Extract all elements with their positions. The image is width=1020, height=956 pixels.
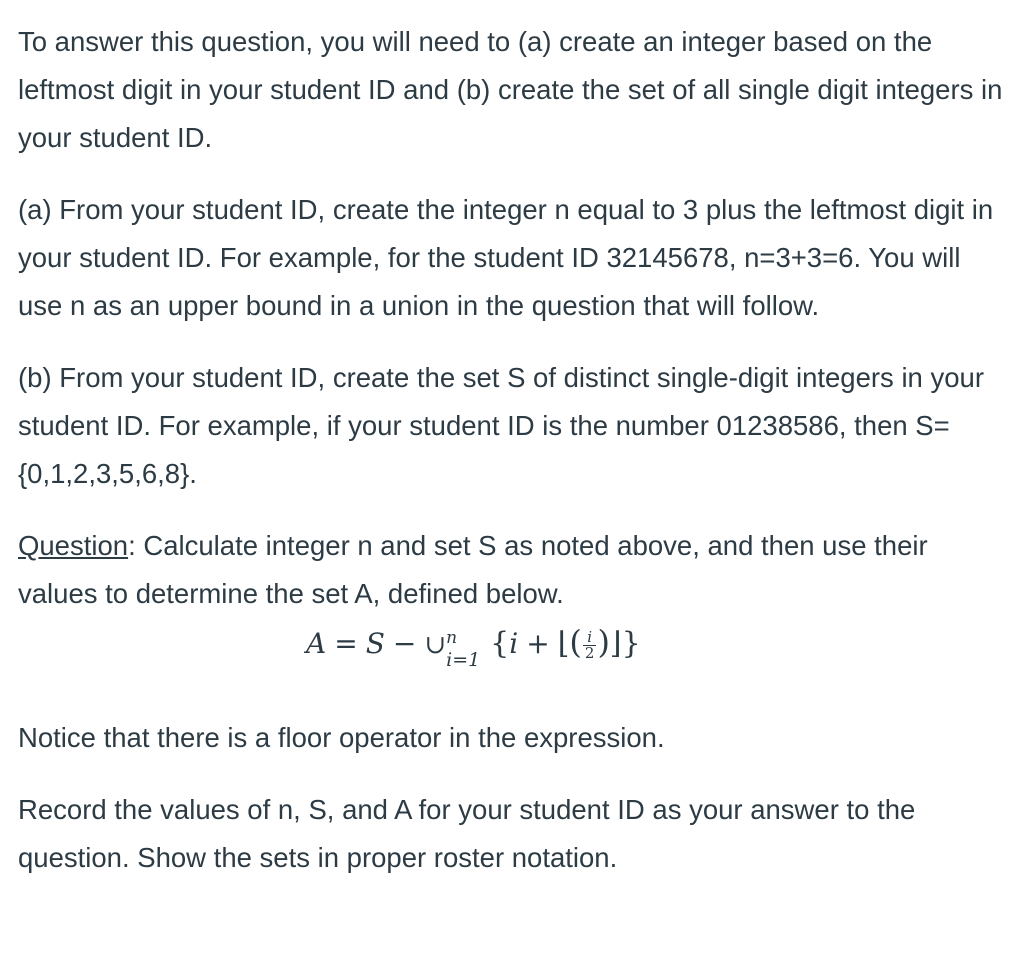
question-paragraph bbox=[18, 522, 1008, 618]
question-content bbox=[18, 18, 1008, 882]
union-upper-bound: n bbox=[446, 628, 458, 648]
formula-plus: + bbox=[526, 627, 550, 660]
formula-lhs: A bbox=[306, 627, 327, 660]
floor-open: ⌊ bbox=[557, 626, 570, 661]
part-a-paragraph: (a) From your student ID, create the integer n equal to 3 plus the leftmost digit in your student ID. For example, for the student ID 32145678, n=3+3=6. You will use n as an upper bound in a union in the question that will follow. bbox=[18, 194, 994, 321]
formula-line bbox=[18, 618, 1008, 714]
close-brace: } bbox=[621, 626, 641, 661]
fraction-numerator: i bbox=[583, 630, 597, 646]
question-label: Question bbox=[18, 530, 129, 561]
union-symbol: ∪ bbox=[424, 630, 447, 660]
formula-i: i bbox=[509, 627, 519, 660]
formula-set-s: S bbox=[365, 627, 385, 660]
formula-minus: − bbox=[392, 627, 417, 660]
open-brace: { bbox=[490, 626, 510, 661]
floor-close: ⌋ bbox=[609, 626, 622, 661]
paren-open: ( bbox=[569, 623, 582, 661]
union-limits bbox=[446, 622, 490, 671]
notice-paragraph: Notice that there is a floor operator in the expression. bbox=[18, 722, 665, 753]
fraction-denominator: 2 bbox=[584, 644, 595, 662]
record-paragraph: Record the values of n, S, and A for your student ID as your answer to the question. Show the sets in proper roster notation. bbox=[18, 794, 916, 873]
fraction bbox=[583, 630, 597, 661]
intro-paragraph: To answer this question, you will need to (a) create an integer based on the leftmost digit in your student ID and (b) create the set of all single digit integers in your student ID. bbox=[18, 26, 1003, 153]
union-lower-bound: i=1 bbox=[446, 649, 481, 671]
question-text: : Calculate integer n and set S as noted above, and then use their values to determine the set A, defined below. bbox=[18, 530, 928, 609]
formula-equals: = bbox=[334, 627, 358, 660]
set-a-formula bbox=[306, 622, 641, 671]
paren-close: ) bbox=[597, 623, 610, 661]
part-b-paragraph: (b) From your student ID, create the set S of distinct single-digit integers in your student ID. For example, if your student ID is the number 01238586, then S={0,1,2,3,5,6,8}. bbox=[18, 362, 984, 489]
